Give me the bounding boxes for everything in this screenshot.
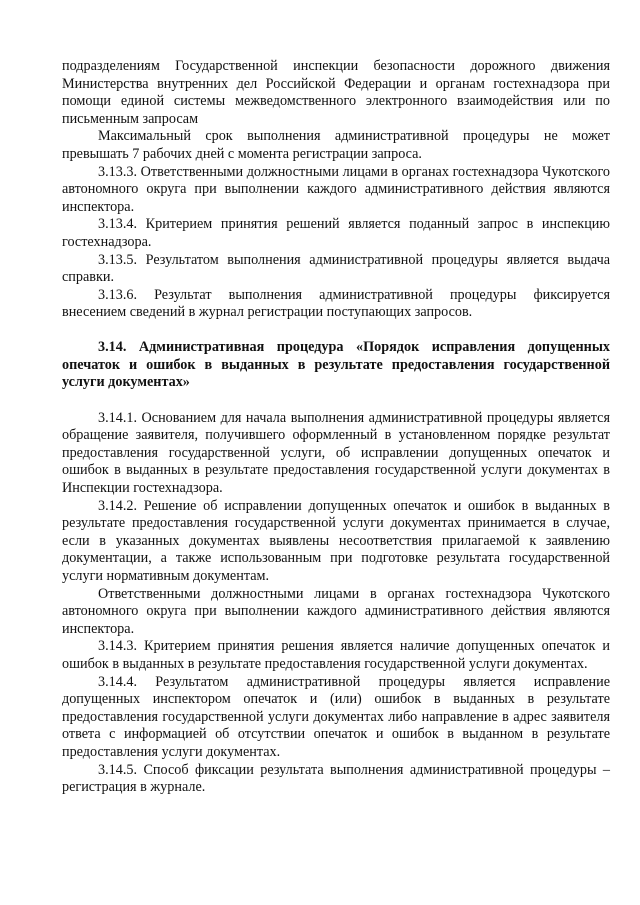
- paragraph-3-13-5: 3.13.5. Результатом выполнения административной процедуры является выдача справки.: [62, 251, 610, 286]
- paragraphs-after-heading: [62, 410, 610, 797]
- paragraph-3-14-3: 3.14.3. Критерием принятия решения является наличие допущенных опечаток и ошибок в выданных в результате предоставления государственной услуги документах.: [62, 638, 610, 672]
- paragraph-max-term: Максимальный срок выполнения административной процедуры не может превышать 7 рабочих дней с момента регистрации запроса.: [62, 128, 610, 162]
- paragraph-3-13-3: 3.13.3. Ответственными должностными лицами в органах гостехнадзора Чукотского автономного округа при выполнении каждого административного действия являются инспектора.: [62, 163, 610, 215]
- paragraph-3-13-4: 3.13.4. Критерием принятия решений является поданный запрос в инспекцию гостехнадзора.: [62, 216, 610, 250]
- paragraph-3-14-1: 3.14.1. Основанием для начала выполнения административной процедуры является обращение заявителя, получившего оформленный в установленном порядке результат предоставления государственной услуги, об исправлении допущенных опечаток и ошибок в выданных в результате предоставления государственной услуги документах в Инспекции гостехнадзора.: [62, 409, 610, 497]
- paragraph-responsible-officials: Ответственными должностными лицами в органах гостехнадзора Чукотского автономного округа при выполнении каждого административного действия являются инспектора.: [62, 585, 610, 637]
- paragraph-3-14-5: 3.14.5. Способ фиксации результата выполнения административной процедуры – регистрация в журнале.: [62, 761, 610, 796]
- paragraph-3-14-4: 3.14.4. Результатом административной процедуры является исправление допущенных инспектором опечаток и (или) ошибок в выданных в результате предоставления государственной услуги документах либо направление в адрес заявителя ответа с информацией об отсутствии опечаток и ошибок в выданном в результате предоставления услуги документах.: [62, 673, 610, 760]
- paragraph-intro-continuation: подразделениям Государственной инспекции безопасности дорожного движения Министерства внутренних дел Российской Федерации и органам гостехнадзора при помощи единой системы межведомственного электронного взаимодействия или по письменным запросам: [62, 58, 610, 127]
- paragraph-3-14-2: 3.14.2. Решение об исправлении допущенных опечаток и ошибок в выданных в результате предоставления государственной услуги документах принимается в случае, если в указанных документах выявлены несоответствия прилагаемой к заявлению документации, а также использованным при подготовке результата государственной услуги нормативным документам.: [62, 497, 610, 585]
- section-heading-3-14: 3.14. Административная процедура «Порядок исправления допущенных опечаток и ошибок в выданных в результате предоставления государственной услуги документах»: [62, 338, 610, 391]
- paragraph-3-13-6: 3.13.6. Результат выполнения административной процедуры фиксируется внесением сведений в журнал регистрации поступающих запросов.: [62, 286, 610, 321]
- spacer: [62, 392, 610, 410]
- spacer: [62, 322, 610, 339]
- paragraphs-before-heading: [62, 58, 610, 322]
- document-page: [62, 58, 610, 797]
